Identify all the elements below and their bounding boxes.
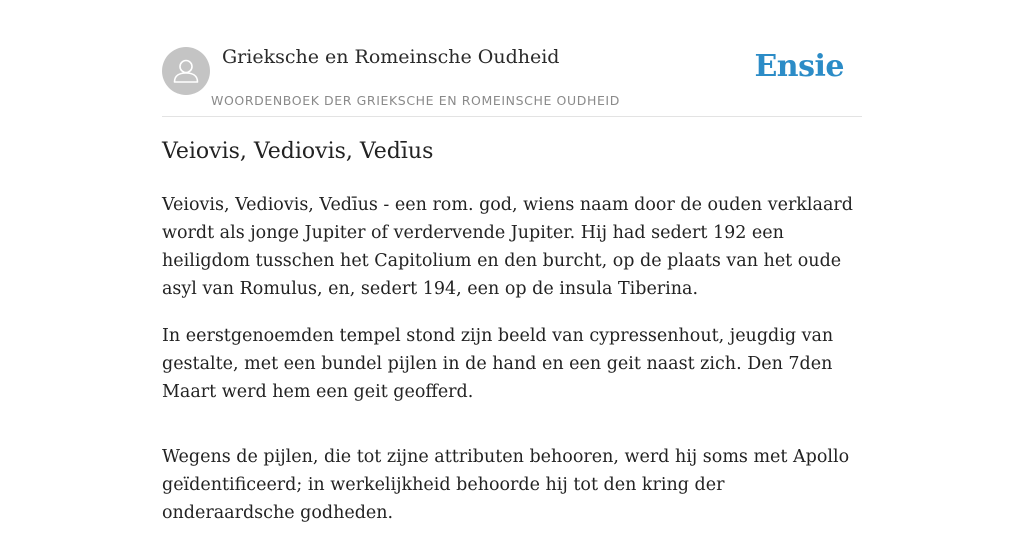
page	[162, 0, 862, 523]
entry-paragraph: Wegens de pijlen, die tot zijne attributen behooren, werd hij soms met Apollo geïdentificeerd; in werkelijkheid behoorde hij tot den kring der onderaardsche godheden.	[162, 447, 850, 523]
page-title: Veiovis, Vediovis, Vedīus	[162, 139, 434, 164]
entry-paragraph: In eerstgenoemden tempel stond zijn beeld van cypressenhout, jeugdig van gestalte, met een bundel pijlen in de hand en een geit naast zich. Den 7den Maart werd hem een geit geofferd.	[162, 326, 834, 402]
user-silhouette-icon	[162, 47, 210, 95]
entry-paragraph: Veiovis, Vediovis, Vedīus - een rom. god, wiens naam door de ouden verklaard wordt als jonge Jupiter of verdervende Jupiter. Hij had sedert 192 een heiligdom tusschen het Capitolium en den burcht, op de plaats van het oude asyl van Romulus, en, sedert 194, een op de insula Tiberina.	[162, 195, 853, 299]
entry-body	[162, 191, 862, 546]
page-header	[162, 0, 862, 117]
avatar[interactable]	[162, 47, 210, 95]
site-name-link[interactable]: Grieksche en Romeinsche Oudheid	[222, 46, 560, 68]
site-subtitle: WOORDENBOEK DER GRIEKSCHE EN ROMEINSCHE OUDHEID	[211, 93, 620, 108]
brand-logo[interactable]: Ensie	[754, 49, 844, 84]
